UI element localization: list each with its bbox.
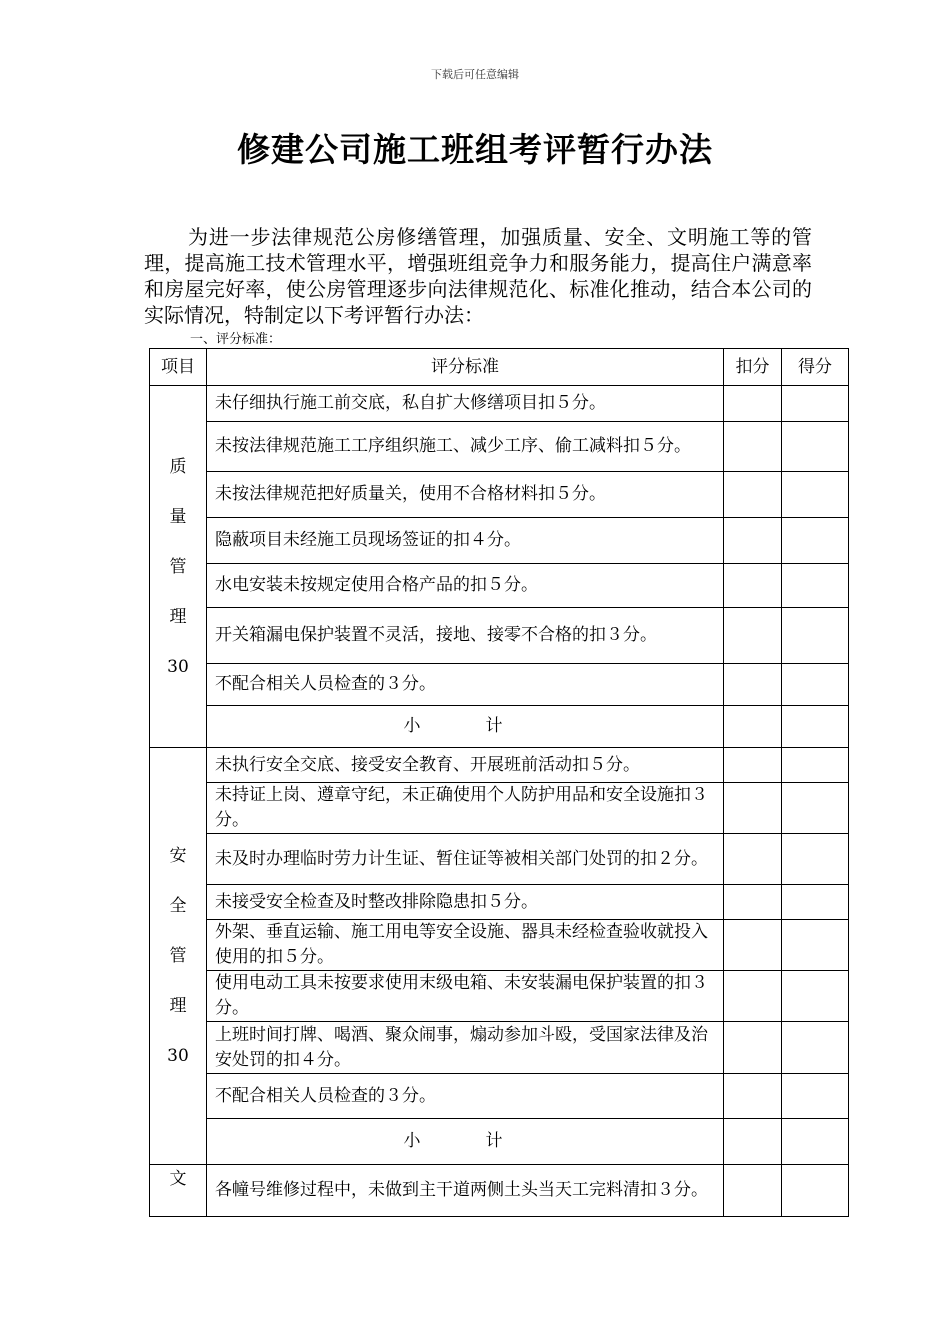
category-char: 管 xyxy=(169,946,187,966)
category-char: 质 xyxy=(169,456,187,477)
document-title: 修建公司施工班组考评暂行办法 xyxy=(237,130,713,169)
table-row xyxy=(150,834,849,885)
category-points: 30 xyxy=(167,656,189,677)
subtotal-row xyxy=(150,1119,849,1165)
criteria-cell: 未接受安全检查及时整改排除隐患扣５分。 xyxy=(207,885,724,920)
deduction-cell xyxy=(724,608,782,664)
criteria-cell: 使用电动工具未按要求使用末级电箱、未安装漏电保护装置的扣３分。 xyxy=(207,971,724,1022)
page-header-note: 下载后可任意编辑 xyxy=(431,68,519,81)
deduction-cell xyxy=(724,885,782,920)
category-char: 理 xyxy=(169,606,187,627)
scoring-table xyxy=(149,348,849,1217)
category-char: 理 xyxy=(169,996,187,1016)
category-civilized xyxy=(150,1165,207,1217)
criteria-cell: 不配合相关人员检查的３分。 xyxy=(207,1074,724,1119)
score-cell xyxy=(782,920,849,971)
table-row xyxy=(150,783,849,834)
subtotal-label: 小 计 xyxy=(207,706,724,748)
criteria-cell: 未按法律规范把好质量关，使用不合格材料扣５分。 xyxy=(207,472,724,518)
score-cell xyxy=(782,783,849,834)
table-row xyxy=(150,422,849,472)
table-row xyxy=(150,971,849,1022)
category-safety xyxy=(150,748,207,1165)
criteria-cell: 各幢号维修过程中，未做到主干道两侧土头当天工完料清扣３分。 xyxy=(207,1165,724,1217)
subtotal-row xyxy=(150,706,849,748)
table-row xyxy=(150,664,849,706)
criteria-cell: 开关箱漏电保护装置不灵活，接地、接零不合格的扣３分。 xyxy=(207,608,724,664)
header-deduction: 扣分 xyxy=(724,349,782,386)
deduction-cell xyxy=(724,971,782,1022)
criteria-cell: 未持证上岗、遵章守纪，未正确使用个人防护用品和安全设施扣３分。 xyxy=(207,783,724,834)
score-cell xyxy=(782,706,849,748)
table-row xyxy=(150,1165,849,1217)
criteria-cell: 上班时间打牌、喝酒、聚众闹事，煽动参加斗殴，受国家法律及治安处罚的扣４分。 xyxy=(207,1022,724,1074)
deduction-cell xyxy=(724,1022,782,1074)
criteria-cell: 未按法律规范施工工序组织施工、减少工序、偷工减料扣５分。 xyxy=(207,422,724,472)
score-cell xyxy=(782,748,849,783)
criteria-cell: 未仔细执行施工前交底，私自扩大修缮项目扣５分。 xyxy=(207,386,724,422)
criteria-cell: 未执行安全交底、接受安全教育、开展班前活动扣５分。 xyxy=(207,748,724,783)
deduction-cell xyxy=(724,783,782,834)
score-cell xyxy=(782,1165,849,1217)
category-char: 文 xyxy=(169,1169,187,1189)
category-char: 全 xyxy=(169,896,187,916)
table-row xyxy=(150,472,849,518)
section-label: 一、评分标准： xyxy=(190,332,282,347)
deduction-cell xyxy=(724,564,782,608)
score-cell xyxy=(782,1074,849,1119)
score-cell xyxy=(782,608,849,664)
table-row xyxy=(150,748,849,783)
score-cell xyxy=(782,834,849,885)
criteria-cell: 不配合相关人员检查的３分。 xyxy=(207,664,724,706)
subtotal-label: 小 计 xyxy=(207,1119,724,1165)
header-score: 得分 xyxy=(782,349,849,386)
deduction-cell xyxy=(724,386,782,422)
criteria-cell: 外架、垂直运输、施工用电等安全设施、器具未经检查验收就投入使用的扣５分。 xyxy=(207,920,724,971)
score-cell xyxy=(782,422,849,472)
deduction-cell xyxy=(724,664,782,706)
category-points: 30 xyxy=(167,1046,189,1066)
table-row xyxy=(150,885,849,920)
deduction-cell xyxy=(724,748,782,783)
deduction-cell xyxy=(724,422,782,472)
deduction-cell xyxy=(724,834,782,885)
deduction-cell xyxy=(724,518,782,564)
deduction-cell xyxy=(724,1119,782,1165)
score-cell xyxy=(782,518,849,564)
score-cell xyxy=(782,885,849,920)
table-row xyxy=(150,1022,849,1074)
table-header-row xyxy=(150,349,849,386)
category-char: 量 xyxy=(169,506,187,527)
header-criteria: 评分标准 xyxy=(207,349,724,386)
table-row xyxy=(150,608,849,664)
score-cell xyxy=(782,971,849,1022)
score-cell xyxy=(782,472,849,518)
deduction-cell xyxy=(724,1165,782,1217)
score-cell xyxy=(782,564,849,608)
table-row xyxy=(150,564,849,608)
header-item: 项目 xyxy=(150,349,207,386)
category-char: 安 xyxy=(169,846,187,866)
score-cell xyxy=(782,664,849,706)
table-row xyxy=(150,386,849,422)
score-cell xyxy=(782,1119,849,1165)
table-row xyxy=(150,920,849,971)
score-cell xyxy=(782,1022,849,1074)
criteria-cell: 未及时办理临时劳力计生证、暂住证等被相关部门处罚的扣２分。 xyxy=(207,834,724,885)
criteria-cell: 隐蔽项目未经施工员现场签证的扣４分。 xyxy=(207,518,724,564)
deduction-cell xyxy=(724,706,782,748)
table-row xyxy=(150,1074,849,1119)
criteria-cell: 水电安装未按规定使用合格产品的扣５分。 xyxy=(207,564,724,608)
deduction-cell xyxy=(724,920,782,971)
score-cell xyxy=(782,386,849,422)
deduction-cell xyxy=(724,1074,782,1119)
deduction-cell xyxy=(724,472,782,518)
category-char: 管 xyxy=(169,556,187,577)
table-row xyxy=(150,518,849,564)
category-quality xyxy=(150,386,207,748)
intro-paragraph: 为进一步法律规范公房修缮管理，加强质量、安全、文明施工等的管理，提高施工技术管理水平，增强班组竞争力和服务能力，提高住户满意率和房屋完好率，使公房管理逐步向法律规范化、标准化推动，结合本公司的实际情况，特制定以下考评暂行办法： xyxy=(144,225,812,327)
